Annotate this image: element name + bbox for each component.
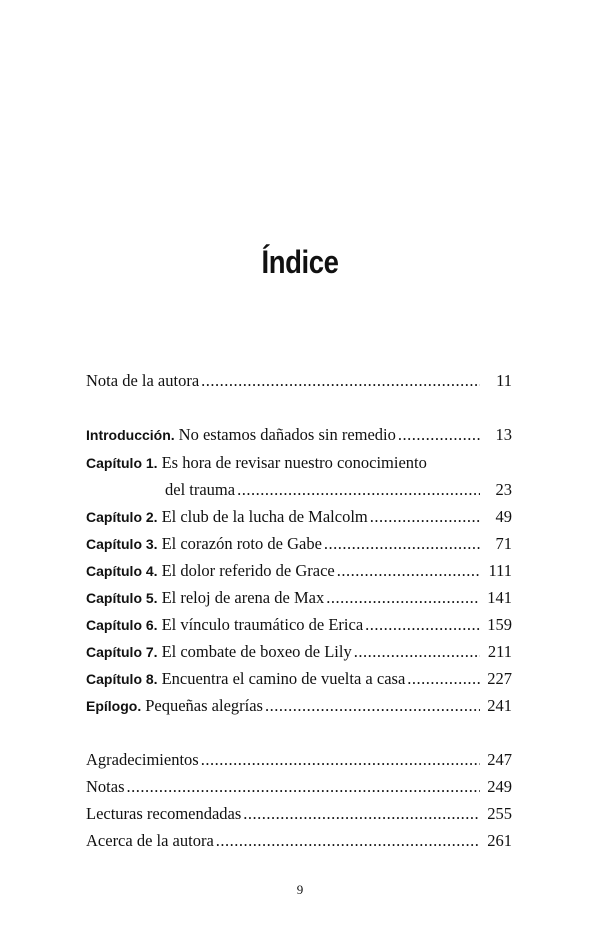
entry-page: 261	[487, 831, 512, 850]
entry-page: 49	[495, 507, 512, 526]
entry-text: Agradecimientos	[86, 750, 199, 769]
entry-label: Capítulo 8.	[86, 671, 158, 687]
entry-text: Lecturas recomendadas	[86, 804, 242, 823]
toc-entry-notas[interactable]	[86, 777, 512, 801]
entry-page: 111	[488, 561, 512, 580]
toc-entry-capitulo-4[interactable]	[86, 561, 512, 585]
leader-dots	[265, 696, 480, 716]
entry-page: 249	[487, 777, 512, 796]
page-number: 9	[296, 882, 304, 897]
toc-entry-capitulo-7[interactable]	[86, 642, 512, 666]
leader-dots	[370, 507, 480, 527]
leader-dots	[326, 588, 480, 608]
leader-dots	[365, 615, 480, 635]
toc-entry-capitulo-8[interactable]	[86, 669, 512, 693]
entry-text: No estamos dañados sin remedio	[178, 425, 396, 444]
leader-dots	[324, 534, 480, 554]
entry-page: 71	[495, 534, 512, 553]
entry-page: 11	[496, 371, 512, 390]
entry-text: Encuentra el camino de vuelta a casa	[161, 669, 406, 688]
toc-entry-nota[interactable]	[86, 371, 512, 395]
leader-dots	[337, 561, 480, 581]
leader-dots	[127, 777, 481, 797]
entry-page: 13	[495, 425, 512, 444]
leader-dots	[201, 371, 480, 391]
leader-dots	[398, 425, 480, 445]
entry-label: Capítulo 7.	[86, 644, 158, 660]
entry-label: Capítulo 3.	[86, 536, 158, 552]
entry-page: 227	[487, 669, 512, 688]
leader-dots	[407, 669, 480, 689]
entry-text: Pequeñas alegrías	[145, 696, 263, 715]
entry-text: Notas	[86, 777, 125, 796]
entry-page: 159	[487, 615, 512, 634]
entry-page: 255	[487, 804, 512, 823]
toc-entry-epilogo[interactable]	[86, 696, 512, 720]
entry-text: El club de la lucha de Malcolm	[161, 507, 368, 526]
toc-entry-acerca[interactable]	[86, 831, 512, 855]
leader-dots	[216, 831, 480, 851]
entry-label: Capítulo 4.	[86, 563, 158, 579]
entry-page: 141	[487, 588, 512, 607]
entry-text: El reloj de arena de Max	[161, 588, 325, 607]
leader-dots	[354, 642, 480, 662]
entry-text: El vínculo traumático de Erica	[161, 615, 364, 634]
toc-entry-capitulo-1-continued[interactable]	[165, 480, 512, 504]
entry-label: Capítulo 1.	[86, 455, 158, 471]
leader-dots	[237, 480, 480, 500]
toc-entry-capitulo-2[interactable]	[86, 507, 512, 531]
entry-text: El combate de boxeo de Lily	[161, 642, 352, 661]
entry-label: Capítulo 2.	[86, 509, 158, 525]
entry-text: Es hora de revisar nuestro conocimiento	[161, 453, 427, 472]
toc-entry-capitulo-3[interactable]	[86, 534, 512, 558]
toc-entry-lecturas[interactable]	[86, 804, 512, 828]
toc-entry-introduccion[interactable]	[86, 425, 512, 449]
entry-label: Epílogo.	[86, 698, 142, 714]
entry-text: Nota de la autora	[86, 371, 200, 390]
leader-dots	[201, 750, 480, 770]
toc-entry-capitulo-1[interactable]	[86, 453, 512, 477]
toc-entry-capitulo-5[interactable]	[86, 588, 512, 612]
entry-label: Introducción.	[86, 427, 175, 443]
entry-page: 23	[495, 480, 512, 499]
entry-label: Capítulo 5.	[86, 590, 158, 606]
entry-page: 247	[487, 750, 512, 769]
entry-page: 241	[487, 696, 512, 715]
entry-text: del trauma	[165, 480, 236, 499]
entry-label: Capítulo 6.	[86, 617, 158, 633]
leader-dots	[243, 804, 480, 824]
page-title: Índice	[261, 244, 339, 280]
entry-text: Acerca de la autora	[86, 831, 214, 850]
entry-page: 211	[487, 642, 512, 661]
entry-text: El dolor referido de Grace	[161, 561, 335, 580]
toc-entry-agradecimientos[interactable]	[86, 750, 512, 774]
toc-entry-capitulo-6[interactable]	[86, 615, 512, 639]
entry-text: El corazón roto de Gabe	[161, 534, 322, 553]
